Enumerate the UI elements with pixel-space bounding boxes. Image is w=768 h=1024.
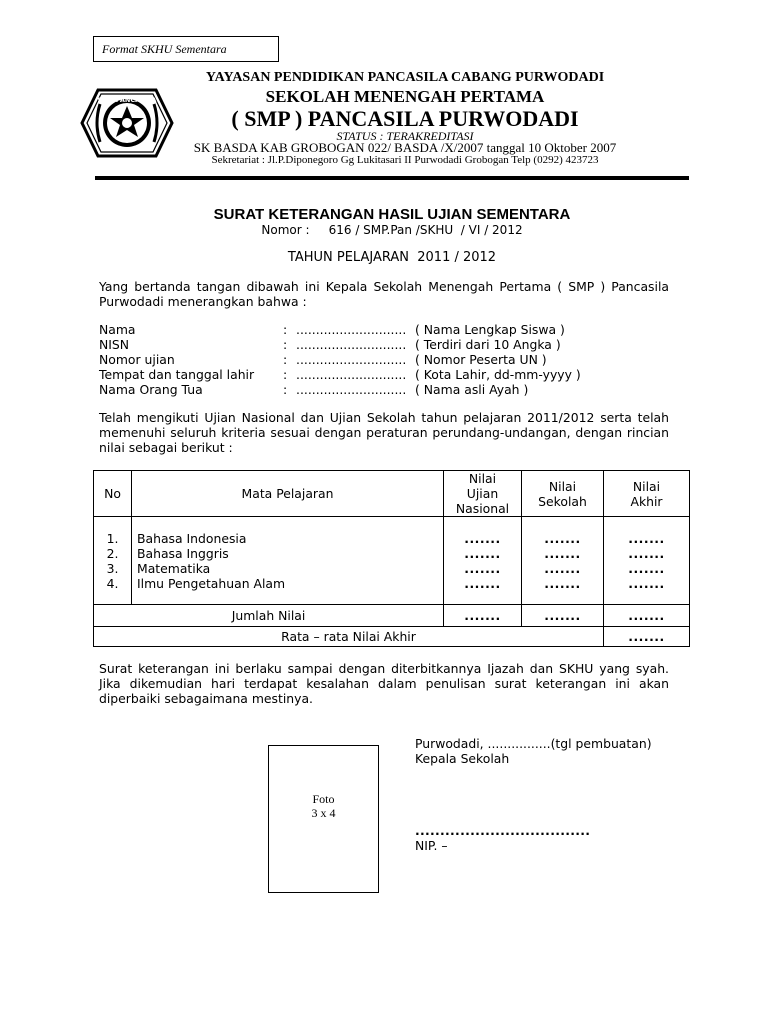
score-blank: ....... <box>628 545 665 561</box>
row-number: 4. <box>106 575 119 591</box>
accreditation-status: STATUS : TERAKREDITASI <box>336 129 474 143</box>
header-school-score <box>522 471 604 517</box>
field-label: Nama <box>99 322 136 337</box>
field-blank: ............................ <box>296 367 407 382</box>
field-blank: ............................ <box>296 322 407 337</box>
format-label-box <box>93 36 279 62</box>
total-row <box>94 605 690 627</box>
letter-title: SURAT KETERANGAN HASIL UJIAN SEMENTARA <box>213 206 571 223</box>
row-number: 2. <box>106 545 119 561</box>
average-label: Rata – rata Nilai Akhir <box>94 627 604 647</box>
signature-nip: NIP. – <box>415 838 448 853</box>
field-label: Nomor ujian <box>99 352 175 367</box>
format-label: Format SKHU Sementara <box>102 42 227 56</box>
letter-number: Nomor : 616 / SMP.Pan /SKHU / VI / 2012 <box>261 223 523 237</box>
score-blank: ....... <box>464 530 501 546</box>
school-name: ( SMP ) PANCASILA PURWODADI <box>231 106 579 131</box>
header-line: Nilai <box>468 471 497 486</box>
score-blank: ....... <box>464 545 501 561</box>
header-divider <box>95 176 689 180</box>
field-row-nisn <box>99 337 599 352</box>
field-row-name <box>99 322 599 337</box>
field-blank: ............................ <box>296 352 407 367</box>
subject-numbers <box>94 517 132 605</box>
score-blank: ....... <box>628 575 665 591</box>
signature-role: Kepala Sekolah <box>415 751 510 766</box>
final-scores <box>604 517 690 605</box>
declaration-paragraph: Telah mengikuti Ujian Nasional dan Ujian Sekolah tahun pelajaran 2011/2012 serta telah memenuhi seluruh kriteria sesuai dengan peraturan perundang-undangan, dengan rincian nilai sebagai berikut : <box>99 410 669 455</box>
field-hint: ( Nama Lengkap Siswa ) <box>415 322 565 337</box>
score-blank: ....... <box>544 545 581 561</box>
row-number: 1. <box>106 530 119 546</box>
score-blank: ....... <box>544 530 581 546</box>
subject-name: Ilmu Pengetahuan Alam <box>137 575 286 591</box>
field-row-parent <box>99 382 599 397</box>
subject-names <box>132 517 444 605</box>
grades-table <box>93 470 690 647</box>
field-colon: : <box>283 367 288 382</box>
field-hint: ( Terdiri dari 10 Angka ) <box>415 337 561 352</box>
score-blank: ....... <box>464 560 501 576</box>
photo-placeholder <box>268 745 379 893</box>
subject-name: Matematika <box>137 560 211 576</box>
field-colon: : <box>283 322 288 337</box>
grades-header-row <box>94 471 690 517</box>
total-school: ....... <box>522 605 604 627</box>
field-hint: ( Nama asli Ayah ) <box>415 382 529 397</box>
header-line: Nasional <box>455 501 510 516</box>
score-blank: ....... <box>544 575 581 591</box>
closing-paragraph: Surat keterangan ini berlaku sampai dengan diterbitkannya Ijazah dan SKHU yang syah. Jika dikemudian hari terdapat kesalahan dalam penulisan surat keterangan ini akan diperbaiki sebagaimana mestinya. <box>99 661 669 706</box>
intro-paragraph: Yang bertanda tangan dibawah ini Kepala Sekolah Menengah Pertama ( SMP ) Pancasila Purwodadi menerangkan bahwa : <box>99 279 669 309</box>
row-number: 3. <box>106 560 119 576</box>
accreditation-decree: SK BASDA KAB GROBOGAN 022/ BASDA /X/2007 tanggal 10 Oktober 2007 <box>193 140 617 155</box>
field-label: Tempat dan tanggal lahir <box>99 367 255 382</box>
logo-text: SMP PANCASILA <box>97 96 157 104</box>
header-line: Akhir <box>630 493 663 509</box>
header-line: Nilai <box>548 478 577 494</box>
total-final: ....... <box>604 605 690 627</box>
foundation-name: YAYASAN PENDIDIKAN PANCASILA CABANG PURWODADI <box>205 70 605 85</box>
header-national-exam <box>444 471 522 517</box>
school-type: SEKOLAH MENENGAH PERTAMA <box>265 87 545 106</box>
field-label: Nama Orang Tua <box>99 382 203 397</box>
field-hint: ( Kota Lahir, dd-mm-yyyy ) <box>415 367 581 382</box>
school-scores <box>522 517 604 605</box>
signature-place-date: Purwodadi, ................(tgl pembuatan) <box>415 736 652 751</box>
academic-year: TAHUN PELAJARAN 2011 / 2012 <box>287 250 497 265</box>
average-final: ....... <box>604 627 690 647</box>
national-exam-scores <box>444 517 522 605</box>
score-blank: ....... <box>628 530 665 546</box>
grades-subject-rows <box>94 517 690 605</box>
field-colon: : <box>283 382 288 397</box>
header-line: Ujian <box>466 486 499 501</box>
header-line: Nilai <box>632 478 661 494</box>
total-label: Jumlah Nilai <box>94 605 444 627</box>
school-logo-icon <box>76 84 178 162</box>
total-national-exam: ....... <box>444 605 522 627</box>
score-blank: ....... <box>464 575 501 591</box>
field-label: NISN <box>99 337 130 352</box>
subject-name: Bahasa Inggris <box>137 545 229 561</box>
field-colon: : <box>283 337 288 352</box>
average-row <box>94 627 690 647</box>
header-line: Sekolah <box>538 493 587 509</box>
field-blank: ............................ <box>296 382 407 397</box>
photo-label: Foto <box>312 792 335 806</box>
field-blank: ............................ <box>296 337 407 352</box>
subject-name: Bahasa Indonesia <box>137 530 247 546</box>
secretariat-address: Sekretariat : Jl.P.Diponegoro Gg Lukitasari II Purwodadi Grobogan Telp (0292) 423723 <box>211 154 599 166</box>
signature-name-line: ................................... <box>415 823 591 838</box>
field-hint: ( Nomor Peserta UN ) <box>415 352 547 367</box>
header-no: No <box>94 471 132 517</box>
photo-caption <box>269 746 378 820</box>
photo-size: 3 x 4 <box>311 806 336 820</box>
header-subject: Mata Pelajaran <box>132 471 444 517</box>
score-blank: ....... <box>628 560 665 576</box>
field-colon: : <box>283 352 288 367</box>
header-final-score <box>604 471 690 517</box>
field-row-birth <box>99 367 599 382</box>
field-row-exam-number <box>99 352 599 367</box>
student-fields <box>99 322 599 397</box>
score-blank: ....... <box>544 560 581 576</box>
